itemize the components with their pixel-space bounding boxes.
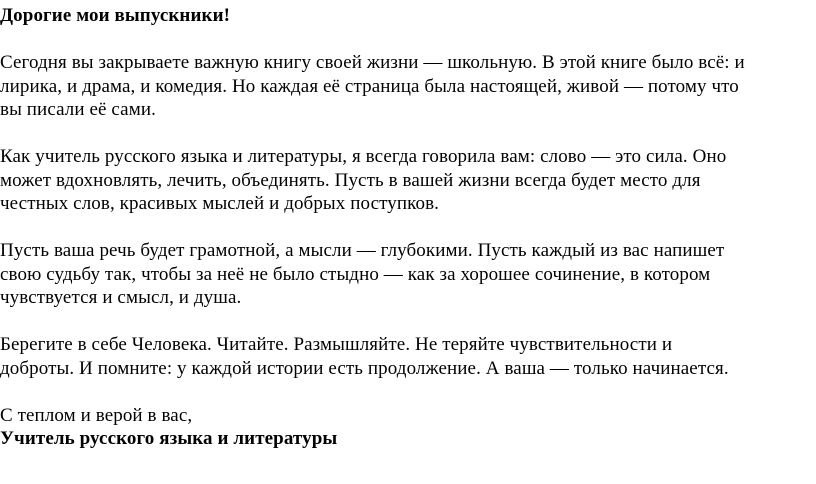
spacer <box>0 122 816 146</box>
paragraph-line: Берегите в себе Человека. Читайте. Размышляйте. Не теряйте чувствительности и <box>0 334 673 355</box>
spacer <box>0 216 816 240</box>
greeting-heading: Дорогие мои выпускники! <box>0 5 231 26</box>
paragraph-line: честных слов, красивых мыслей и добрых поступков. <box>0 193 440 214</box>
spacer <box>0 28 816 52</box>
signature-line: Учитель русского языка и литературы <box>0 428 338 449</box>
paragraph-line: Пусть ваша речь будет грамотной, а мысли — глубокими. Пусть каждый из вас напишет <box>0 240 725 261</box>
spacer <box>0 310 816 334</box>
paragraph-line: Сегодня вы закрываете важную книгу своей жизни — школьную. В этой книге было всё: и <box>0 52 745 73</box>
paragraph-line: свою судьбу так, чтобы за неё не было стыдно — как за хорошее сочинение, в котором <box>0 263 711 285</box>
paragraph-2 <box>0 145 816 216</box>
paragraph-line: доброты. И помните: у каждой истории есть продолжение. А ваша — только начинается. <box>0 357 729 379</box>
paragraph-4 <box>0 333 816 380</box>
spacer <box>0 380 816 404</box>
letter-document <box>0 4 816 451</box>
paragraph-line: может вдохновлять, лечить, объединять. Пусть в вашей жизни всегда будет место для <box>0 169 701 191</box>
paragraph-3 <box>0 239 816 310</box>
paragraph-1 <box>0 51 816 122</box>
paragraph-line: лирика, и драма, и комедия. Но каждая её страница была настоящей, живой — потому что <box>0 75 739 97</box>
paragraph-line: Как учитель русского языка и литературы, я всегда говорила вам: слово — это сила. Оно <box>0 146 727 167</box>
paragraph-line: чувствуется и смысл, и душа. <box>0 287 242 308</box>
paragraph-line: вы писали её сами. <box>0 99 156 120</box>
closing-line: С теплом и верой в вас, <box>0 404 193 426</box>
